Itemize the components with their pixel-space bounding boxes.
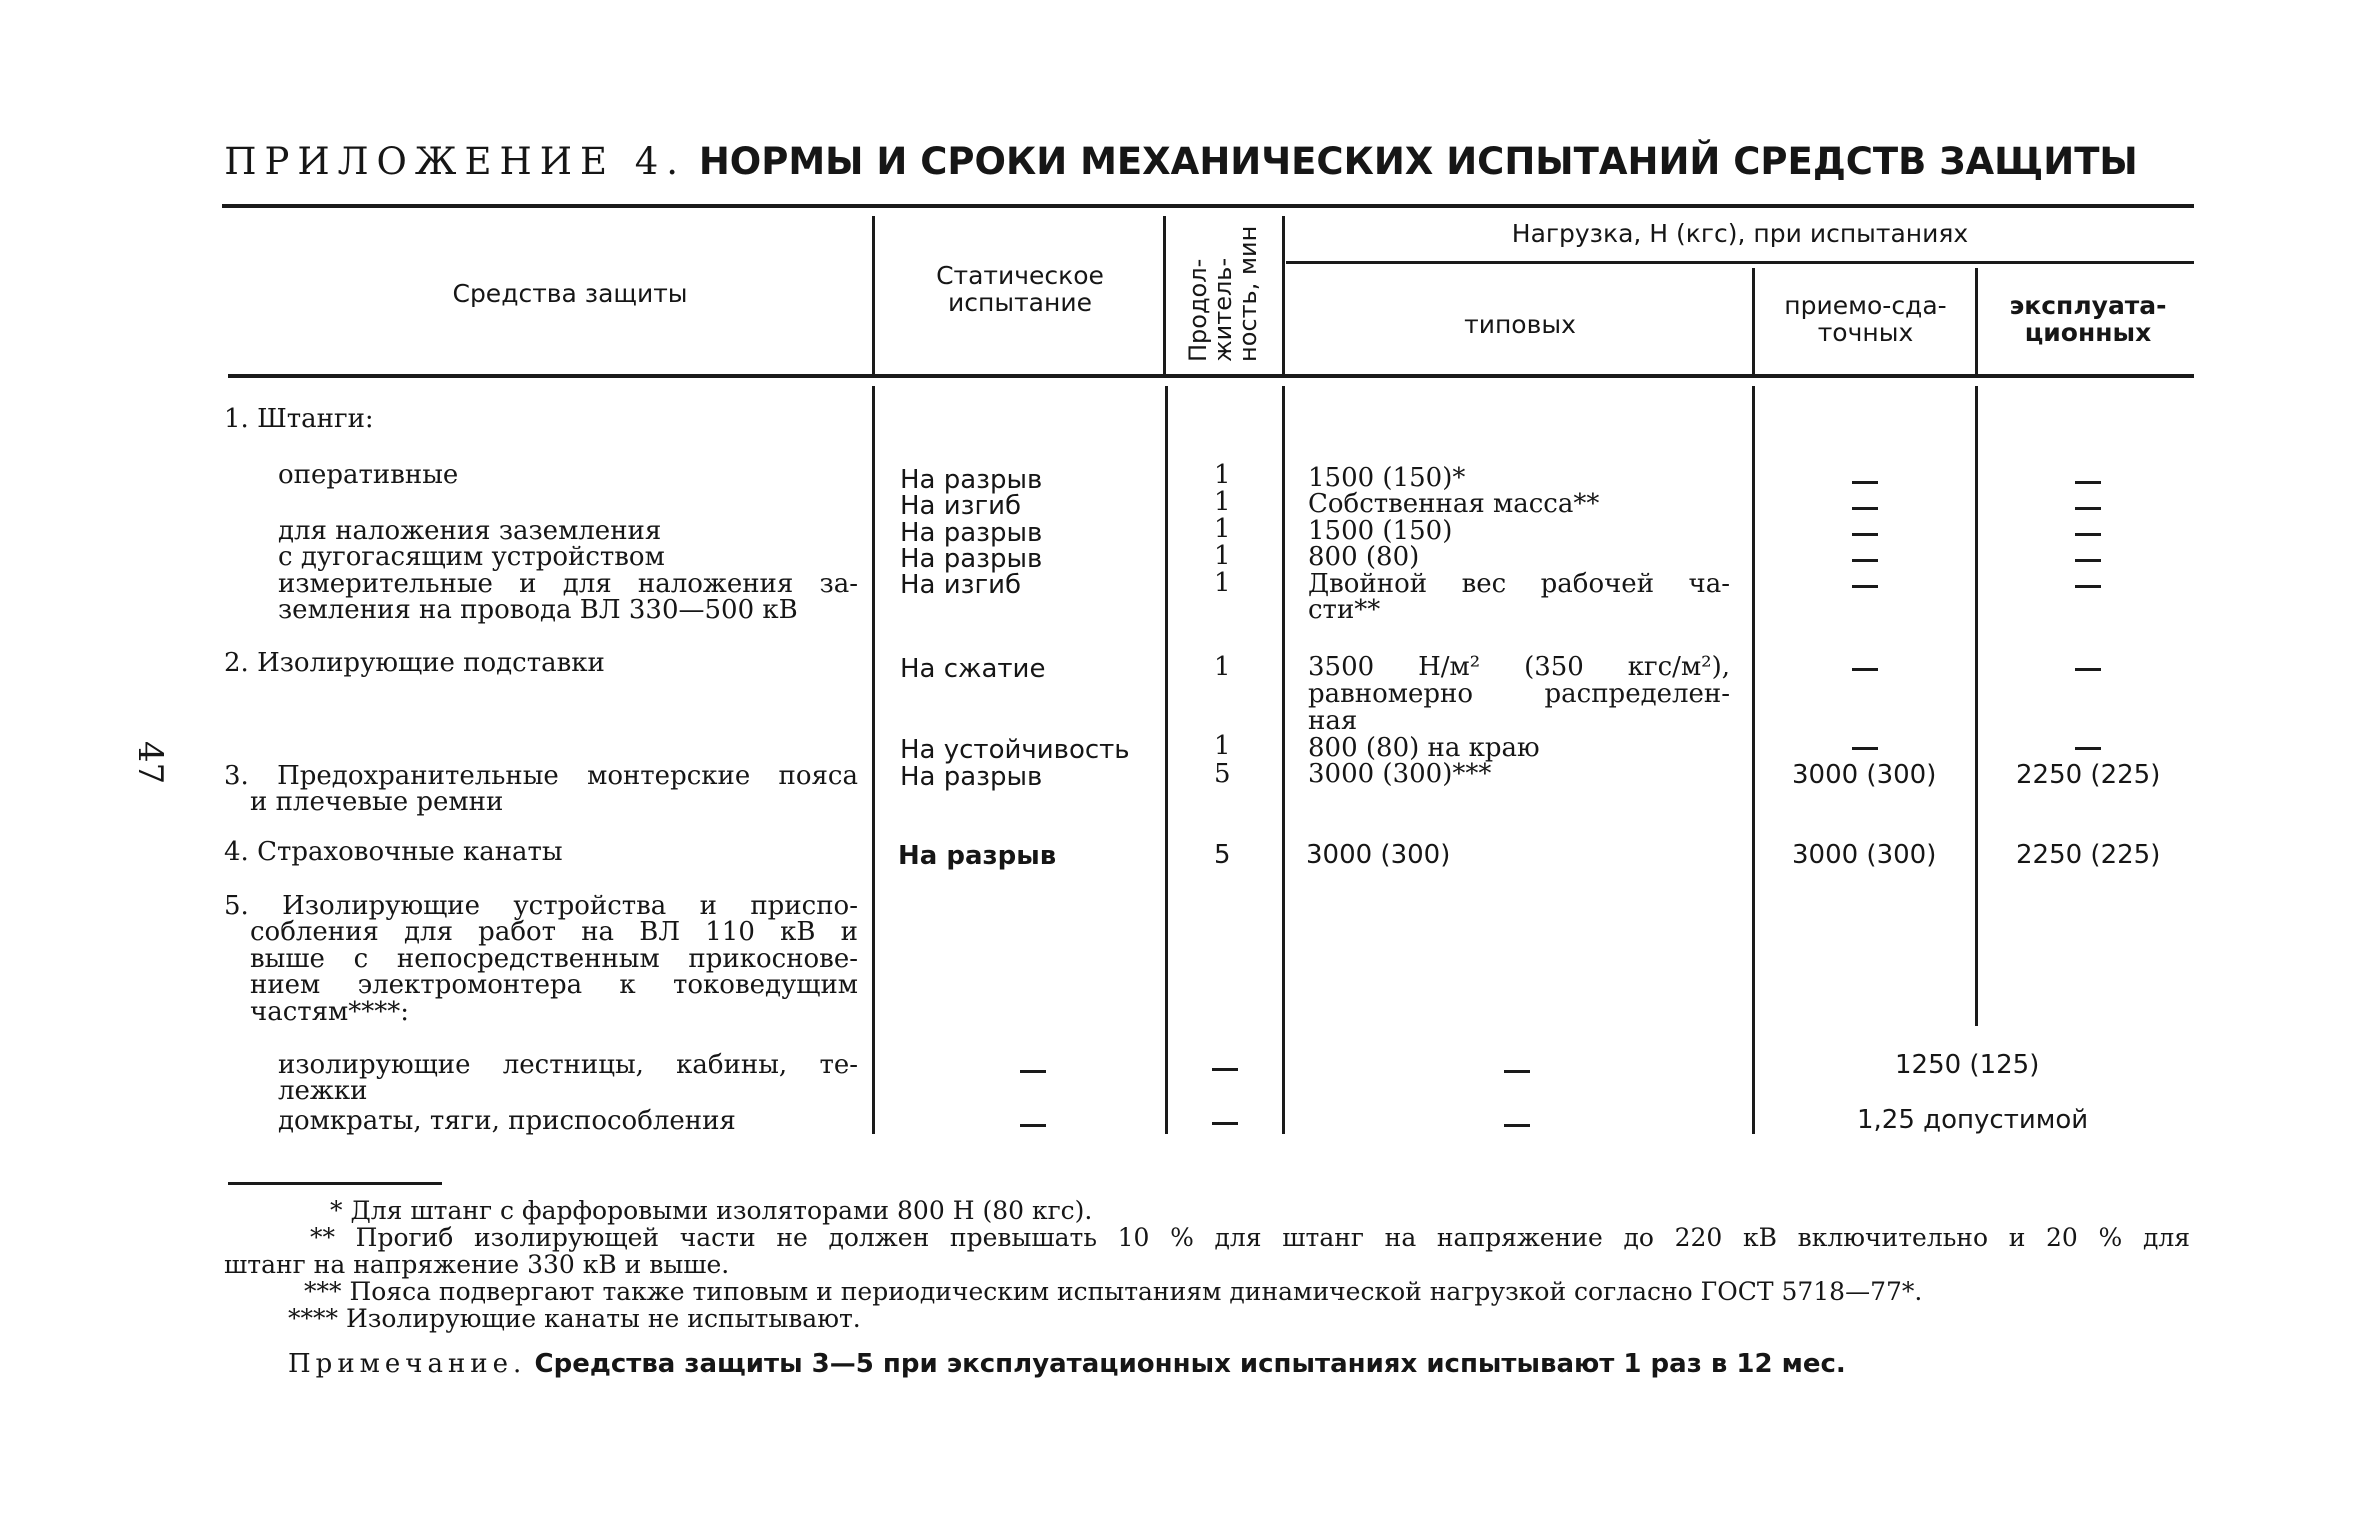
header-static-test: Статическое испытание (936, 261, 1104, 317)
page-title (0, 142, 2362, 182)
row-1-test-3: На разрыв (900, 518, 1043, 548)
header-operational-tests: эксплуата- ционных (2009, 291, 2167, 347)
body-divider-5 (1975, 386, 1978, 1026)
dash (2075, 585, 2101, 588)
row-1-test-2: На изгиб (900, 491, 1022, 521)
row-4-title: 4. Страховочные канаты (224, 837, 563, 867)
body-divider-3 (1282, 386, 1285, 1134)
footnote-2: ** Прогиб изолирующей части не должен превышать 10 % для штанг на напряжение до 220 кВ включительно и 20 % для (310, 1223, 2190, 1252)
row-1-load-1: 1500 (150)* (1308, 463, 1466, 493)
header-divider-1 (872, 216, 875, 374)
row-5-title: 5. Изолирующие устройства и приспо- (224, 891, 858, 921)
row-5a-label-line2: лежки (278, 1076, 368, 1106)
body-divider-4 (1752, 386, 1755, 1134)
row-5b-value: 1,25 допустимой (1857, 1105, 2089, 1135)
header-divider-3 (1282, 216, 1285, 374)
dash (1852, 559, 1878, 562)
header-bottom-rule (228, 374, 2194, 378)
dash (1852, 481, 1878, 484)
row-2-title: 2. Изолирующие подставки (224, 648, 605, 678)
header-protection-means: Средства защиты (452, 279, 688, 308)
note-label: Примечание. (288, 1349, 527, 1379)
row-2-load-2: равномерно распределен- (1308, 679, 1730, 709)
page-number: 47 (130, 741, 170, 785)
load-group-rule (1286, 261, 2194, 264)
row-3-operational: 2250 (225) (2016, 760, 2161, 790)
row-2-duration-2: 1 (1214, 731, 1231, 761)
header-divider-4 (1752, 268, 1755, 374)
dash (2075, 507, 2101, 510)
row-2-load-4: 800 (80) на краю (1308, 733, 1540, 763)
row-1-duration-3: 1 (1214, 514, 1231, 544)
dash (2075, 747, 2101, 750)
dash (1852, 533, 1878, 536)
row-2-test-1: На сжатие (900, 654, 1046, 684)
title-main: НОРМЫ И СРОКИ МЕХАНИЧЕСКИХ ИСПЫТАНИЙ СРЕДСТВ ЗАЩИТЫ (698, 140, 2138, 183)
dash (1852, 668, 1878, 671)
row-3-acceptance: 3000 (300) (1792, 760, 1937, 790)
header-load-group: Нагрузка, Н (кгс), при испытаниях (1511, 219, 1969, 248)
dash (2075, 668, 2101, 671)
row-5b-label: домкраты, тяги, приспособления (278, 1106, 736, 1136)
row-1b-label: для наложения заземления (278, 516, 662, 546)
row-1-load-6: сти** (1308, 595, 1381, 625)
row-2-load-3: ная (1308, 706, 1358, 736)
row-5-title-line4: нием электромонтера к токоведущим (250, 970, 858, 1000)
row-5-title-line5: частям****: (250, 997, 410, 1027)
row-4-duration: 5 (1214, 840, 1231, 870)
row-3-title-line2: и плечевые ремни (250, 787, 504, 817)
header-duration: Продол- житель- ность, мин (1184, 225, 1262, 362)
row-4-load: 3000 (300) (1306, 840, 1451, 870)
row-1-load-3: 1500 (150) (1308, 516, 1453, 546)
row-5a-label: изолирующие лестницы, кабины, те- (278, 1050, 858, 1080)
body-divider-2 (1165, 386, 1168, 1134)
row-1-test-4: На разрыв (900, 544, 1043, 574)
row-1-test-1: На разрыв (900, 465, 1043, 495)
row-1c-label: с дугогасящим устройством (278, 542, 665, 572)
dash (2075, 559, 2101, 562)
row-1d-label: измерительные и для наложения за- (278, 569, 858, 599)
row-3-load: 3000 (300)*** (1308, 759, 1492, 789)
row-1-duration-2: 1 (1214, 487, 1231, 517)
row-2-load-1: 3500 Н/м² (350 кгс/м²), (1308, 652, 1730, 682)
row-5-title-line2: собления для работ на ВЛ 110 кВ и (250, 917, 858, 947)
row-1-test-5: На изгиб (900, 570, 1022, 600)
header-acceptance-tests: приемо-сда- точных (1784, 291, 1947, 347)
dash (1212, 1122, 1238, 1125)
table-top-rule (222, 204, 2194, 208)
dash (1020, 1124, 1046, 1127)
row-2-duration-1: 1 (1214, 652, 1231, 682)
footnote-2-line2: штанг на напряжение 330 кВ и выше. (224, 1250, 730, 1279)
footnote-4: **** Изолирующие канаты не испытывают. (288, 1304, 861, 1333)
row-4-acceptance: 3000 (300) (1792, 840, 1937, 870)
dash (2075, 533, 2101, 536)
dash (1212, 1068, 1238, 1071)
dash (1504, 1070, 1530, 1073)
dash (2075, 481, 2101, 484)
row-1-title: 1. Штанги: (224, 404, 374, 434)
note-text: Средства защиты 3—5 при эксплуатационных испытаниях испытывают 1 раз в 12 мес. (534, 1349, 1846, 1379)
header-divider-5 (1975, 268, 1978, 374)
row-1a-label: оперативные (278, 460, 459, 490)
row-1-load-4: 800 (80) (1308, 542, 1420, 572)
header-type-tests: типовых (1464, 310, 1576, 339)
title-lead: ПРИЛОЖЕНИЕ 4. (224, 140, 687, 183)
row-1-load-5: Двойной вес рабочей ча- (1308, 569, 1730, 599)
row-1-duration-5: 1 (1214, 568, 1231, 598)
dash (1852, 507, 1878, 510)
row-1-duration-1: 1 (1214, 460, 1231, 490)
body-divider-1 (872, 386, 875, 1134)
footnote-1: * Для штанг с фарфоровыми изоляторами 800 Н (80 кгс). (330, 1196, 1093, 1225)
row-5a-value: 1250 (125) (1895, 1050, 2040, 1080)
dash (1504, 1124, 1530, 1127)
dash (1852, 585, 1878, 588)
dash (1020, 1070, 1046, 1073)
dash (1852, 747, 1878, 750)
footnote-3: *** Пояса подвергают также типовым и периодическим испытаниям динамической нагрузкой согласно ГОСТ 5718—77*. (304, 1277, 1923, 1306)
row-1-load-2: Собственная масса** (1308, 489, 1600, 519)
row-4-operational: 2250 (225) (2016, 840, 2161, 870)
row-2-test-2: На устойчивость (900, 735, 1130, 765)
row-4-test: На разрыв (898, 841, 1057, 871)
footnote-rule (228, 1182, 442, 1185)
row-1d-label-line2: земления на провода ВЛ 330—500 кВ (278, 595, 798, 625)
row-1-duration-4: 1 (1214, 541, 1231, 571)
header-divider-2 (1163, 216, 1166, 374)
row-3-test: На разрыв (900, 762, 1043, 792)
row-3-duration: 5 (1214, 759, 1231, 789)
note (288, 1351, 1846, 1378)
row-5-title-line3: выше с непосредственным прикоснове- (250, 944, 858, 974)
row-3-title: 3. Предохранительные монтерские пояса (224, 761, 858, 791)
